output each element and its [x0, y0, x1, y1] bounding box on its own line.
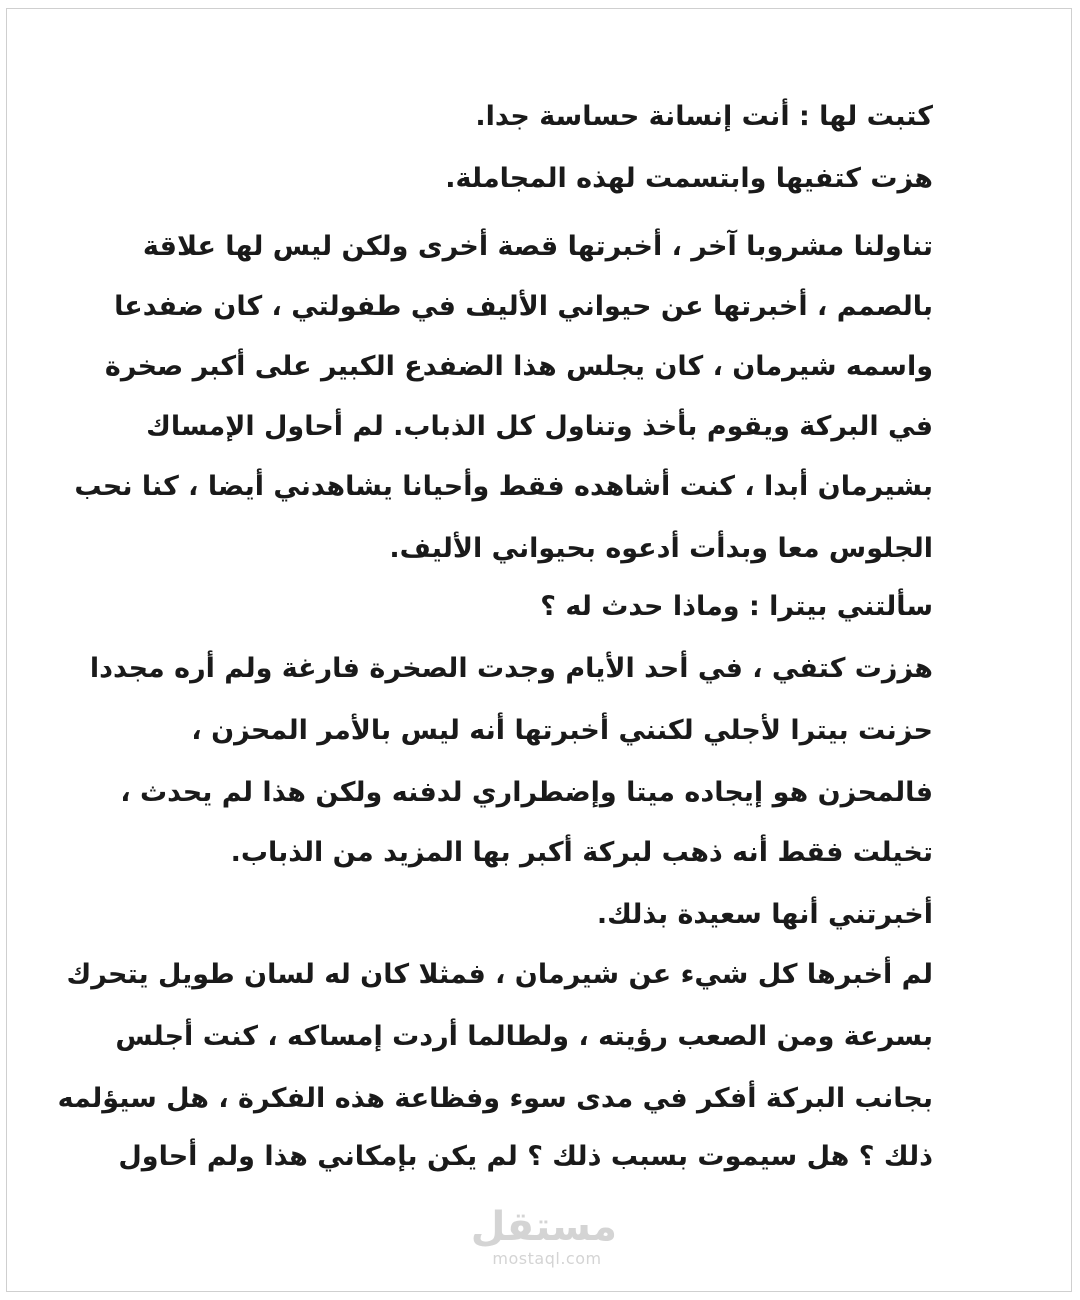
- text-line: بجانب البركة أفكر في مدى سوء وفظاعة هذه الفكرة ، هل سيؤلمه: [57, 1083, 933, 1114]
- document-page: [6, 8, 1072, 1292]
- text-line: ذلك ؟ هل سيموت بسبب ذلك ؟ لم يكن بإمكاني هذا ولم أحاول: [118, 1141, 933, 1172]
- text-line: حزنت بيترا لأجلي لكنني أخبرتها أنه ليس بالأمر المحزن ،: [191, 715, 933, 746]
- text-line: كتبت لها : أنت إنسانة حساسة جدا.: [475, 101, 933, 132]
- watermark-logo: مستقل: [470, 1204, 617, 1250]
- text-line: سألتني بيترا : وماذا حدث له ؟: [540, 591, 933, 622]
- text-line: فالمحزن هو إيجاده ميتا وإضطراري لدفنه ولكن هذا لم يحدث ،: [120, 777, 933, 808]
- text-line: واسمه شيرمان ، كان يجلس هذا الضفدع الكبير على أكبر صخرة: [104, 351, 933, 382]
- text-line: هزت كتفيها وابتسمت لهذه المجاملة.: [445, 163, 933, 194]
- text-line: بشيرمان أبدا ، كنت أشاهده فقط وأحيانا يشاهدني أيضا ، كنا نحب: [74, 471, 933, 502]
- text-line: هززت كتفي ، في أحد الأيام وجدت الصخرة فارغة ولم أره مجددا: [89, 653, 933, 684]
- text-line: تناولنا مشروبا آخر ، أخبرتها قصة أخرى ولكن ليس لها علاقة: [142, 231, 933, 262]
- text-line: أخبرتني أنها سعيدة بذلك.: [596, 899, 933, 930]
- text-line: بالصمم ، أخبرتها عن حيواني الأليف في طفولتي ، كان ضفدعا: [114, 291, 933, 322]
- text-line: تخيلت فقط أنه ذهب لبركة أكبر بها المزيد من الذباب.: [230, 837, 933, 868]
- text-line: في البركة ويقوم بأخذ وتناول كل الذباب. لم أحاول الإمساك: [146, 411, 933, 442]
- mostaql-watermark: [470, 1204, 617, 1268]
- text-line: لم أخبرها كل شيء عن شيرمان ، فمثلا كان له لسان طويل يتحرك: [66, 959, 933, 990]
- watermark-url: mostaql.com: [492, 1249, 602, 1268]
- text-line: الجلوس معا وبدأت أدعوه بحيواني الأليف.: [389, 533, 933, 564]
- text-line: بسرعة ومن الصعب رؤيته ، ولطالما أردت إمساكه ، كنت أجلس: [115, 1021, 933, 1052]
